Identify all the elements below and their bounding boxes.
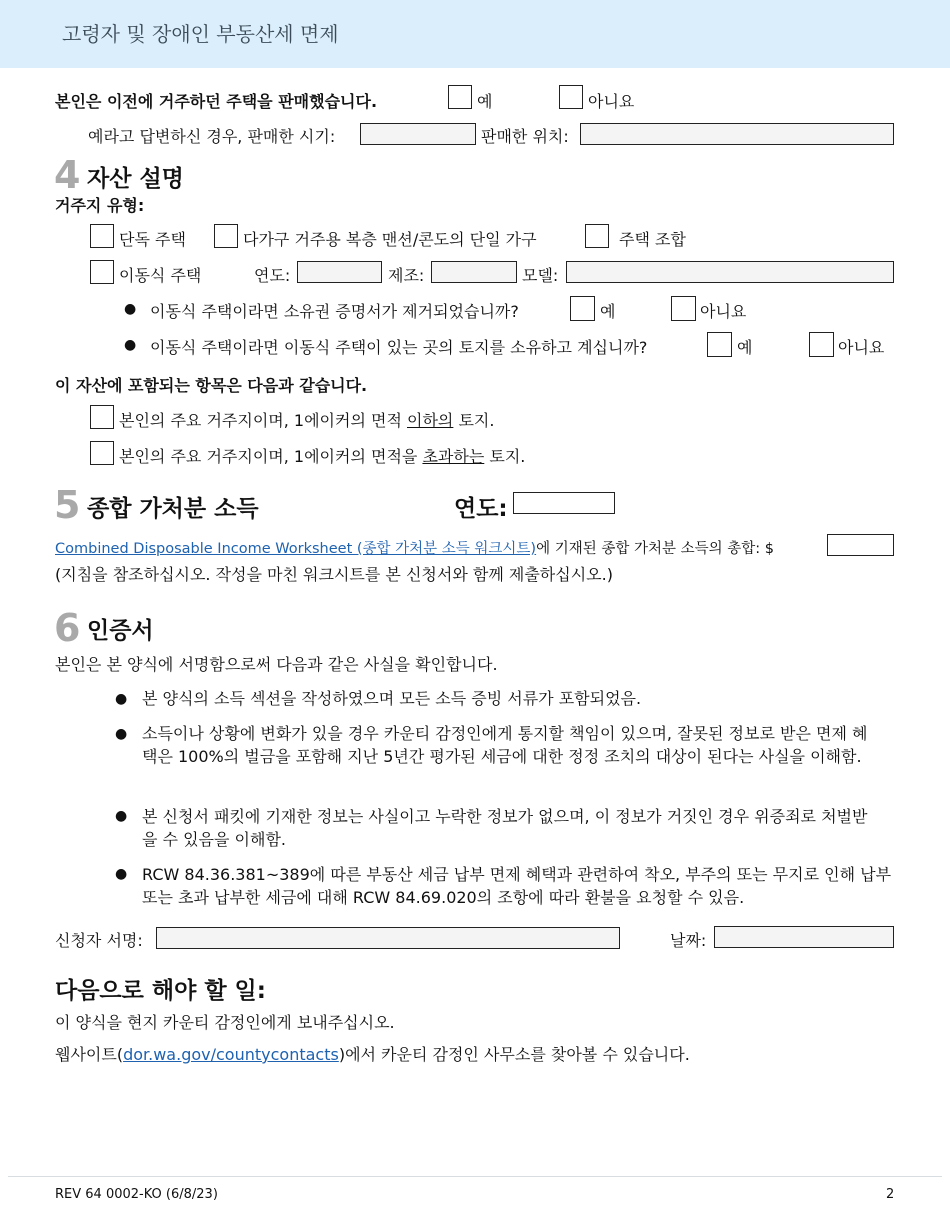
own-land-no-checkbox[interactable] <box>809 332 834 357</box>
own-land-yes-checkbox[interactable] <box>707 332 732 357</box>
worksheet-line: Combined Disposable Income Worksheet (종합 가처분 소득 워크시트)에 기재된 종합 가처분 소득의 총합: $ <box>55 541 774 557</box>
residence-type-label: 거주지 유형: <box>55 196 145 215</box>
sold-when-label: 예라고 답변하신 경우, 판매한 시기: <box>88 127 336 146</box>
mobile-model-field[interactable] <box>566 261 894 283</box>
county-contacts-link[interactable]: dor.wa.gov/countycontacts <box>123 1045 339 1064</box>
coop-checkbox[interactable] <box>585 224 609 248</box>
certification-item: RCW 84.36.381~389에 따른 부동산 세금 납부 면제 혜택과 관련하여 착오, 부주의 또는 무지로 인해 납부 또는 초과 납부한 세금에 대해 RCW 84.69.020의 조항에 따라 환불을 요청할 수 있음. <box>142 865 892 907</box>
coop-label: 주택 조합 <box>619 230 686 249</box>
section-5-title: 종합 가처분 소득 <box>87 496 259 522</box>
bullet-dot: ● <box>115 866 128 882</box>
certification-item: 소득이나 상황에 변화가 있을 경우 카운티 감정인에게 통지할 책임이 있으며, 잘못된 정보로 받은 면제 혜택은 100%의 벌금을 포함해 지난 5년간 평가된 세금에 대한 정정 조치의 대상이 된다는 사실을 이해함. <box>142 724 868 766</box>
single-home-checkbox[interactable] <box>90 224 114 248</box>
multi-unit-label: 다가구 거주용 복층 맨션/콘도의 단일 가구 <box>243 230 537 249</box>
section-6-number: 6 <box>54 606 81 650</box>
section-4-title: 자산 설명 <box>87 166 184 192</box>
mobile-make-field[interactable] <box>431 261 517 283</box>
title-removed-yes-label: 예 <box>600 302 616 321</box>
income-year-label: 연도: <box>454 496 508 522</box>
over-one-acre-label: 본인의 주요 거주지이며, 1에이커의 면적을 초과하는 토지. <box>119 447 526 466</box>
bullet-dot: ● <box>115 691 128 707</box>
own-land-no-label: 아니요 <box>838 338 885 357</box>
title-removed-yes-checkbox[interactable] <box>570 296 595 321</box>
sold-home-no-label: 아니요 <box>588 92 635 111</box>
mobile-model-label: 모델: <box>522 266 559 285</box>
mobile-make-label: 제조: <box>388 266 425 285</box>
title-removed-question: 이동식 주택이라면 소유권 증명서가 제거되었습니까? <box>150 302 519 321</box>
next-steps-line1: 이 양식을 현지 카운티 감정인에게 보내주십시오. <box>55 1013 395 1032</box>
one-acre-or-less-checkbox[interactable] <box>90 405 114 429</box>
certification-item: 본 신청서 패킷에 기재한 정보는 사실이고 누락한 정보가 없으며, 이 정보가 거짓인 경우 위증죄로 처벌받을 수 있음을 이해함. <box>142 807 868 849</box>
mobile-year-label: 연도: <box>254 266 291 285</box>
worksheet-link[interactable]: Combined Disposable Income Worksheet (종합 가처분 소득 워크시트) <box>55 541 537 557</box>
mobile-home-checkbox[interactable] <box>90 260 114 284</box>
bullet-dot: ● <box>124 301 137 317</box>
multi-unit-checkbox[interactable] <box>214 224 238 248</box>
sold-home-no-checkbox[interactable] <box>559 85 583 109</box>
bullet-dot: ● <box>124 337 137 353</box>
own-land-question: 이동식 주택이라면 이동식 주택이 있는 곳의 토지를 소유하고 계십니까? <box>150 338 648 357</box>
section-6-title: 인증서 <box>87 618 154 644</box>
sold-where-label: 판매한 위치: <box>481 127 569 146</box>
one-acre-or-less-label: 본인의 주요 거주지이며, 1에이커의 면적 이하의 토지. <box>119 411 495 430</box>
sold-home-yes-label: 예 <box>477 92 493 111</box>
page-title: 고령자 및 장애인 부동산세 면제 <box>62 22 339 46</box>
form-id: REV 64 0002-KO (6/8/23) <box>55 1187 218 1202</box>
section-5-number: 5 <box>54 483 81 527</box>
certification-item: 본 양식의 소득 섹션을 작성하였으며 모든 소득 증빙 서류가 포함되었음. <box>142 689 642 708</box>
sold-when-field[interactable] <box>360 123 476 145</box>
worksheet-note: (지침을 참조하십시오. 작성을 마친 워크시트를 본 신청서와 함께 제출하십시오.) <box>55 565 613 584</box>
next-steps-title: 다음으로 해야 할 일: <box>55 978 266 1004</box>
own-land-yes-label: 예 <box>737 338 753 357</box>
section-4-number: 4 <box>54 153 81 197</box>
certification-intro: 본인은 본 양식에 서명함으로써 다음과 같은 사실을 확인합니다. <box>55 655 498 674</box>
income-year-field[interactable] <box>513 492 615 514</box>
page-number: 2 <box>886 1187 895 1202</box>
footer-divider <box>8 1176 942 1177</box>
title-removed-no-checkbox[interactable] <box>671 296 696 321</box>
sold-home-question: 본인은 이전에 거주하던 주택을 판매했습니다. <box>55 92 378 111</box>
sold-where-field[interactable] <box>580 123 894 145</box>
sold-home-yes-checkbox[interactable] <box>448 85 472 109</box>
signature-field[interactable] <box>156 927 620 949</box>
income-total-field[interactable] <box>827 534 894 556</box>
date-field[interactable] <box>714 926 894 948</box>
includes-label: 이 자산에 포함되는 항목은 다음과 같습니다. <box>55 376 368 395</box>
next-steps-line2: 웹사이트(dor.wa.gov/countycontacts)에서 카운티 감정인 사무소를 찾아볼 수 있습니다. <box>55 1045 690 1064</box>
mobile-year-field[interactable] <box>297 261 382 283</box>
bullet-dot: ● <box>115 726 128 742</box>
mobile-home-label: 이동식 주택 <box>119 266 202 285</box>
signature-label: 신청자 서명: <box>55 931 143 950</box>
over-one-acre-checkbox[interactable] <box>90 441 114 465</box>
bullet-dot: ● <box>115 808 128 824</box>
date-label: 날짜: <box>670 931 707 950</box>
title-removed-no-label: 아니요 <box>700 302 747 321</box>
single-home-label: 단독 주택 <box>119 230 186 249</box>
